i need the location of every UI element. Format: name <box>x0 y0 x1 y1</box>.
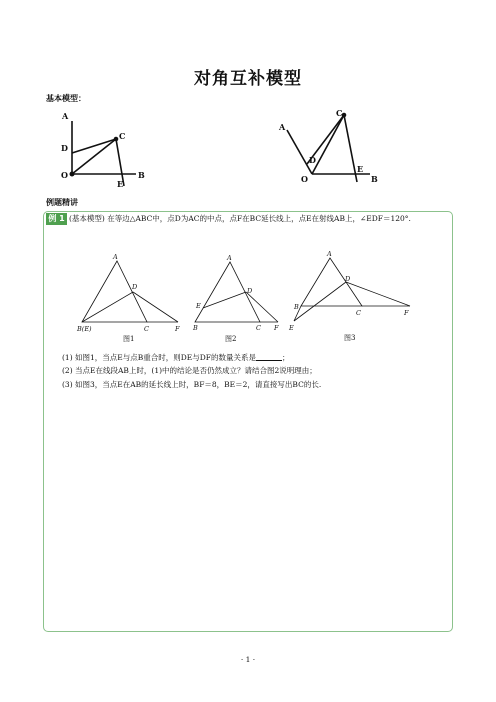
point-c <box>342 113 347 118</box>
label-f: F <box>175 325 180 333</box>
de-segment <box>294 282 346 321</box>
point-c <box>114 137 119 142</box>
figure-2-caption: 图2 <box>225 335 237 342</box>
label-d: D <box>132 283 138 291</box>
label-b: B <box>193 324 198 332</box>
label-c: C <box>144 325 149 333</box>
example-badge: 例 1 <box>46 213 67 225</box>
example-figure-3 <box>284 246 419 342</box>
label-b: B <box>294 303 299 311</box>
point-o <box>70 172 75 177</box>
answer-blank[interactable] <box>256 352 282 361</box>
page-number: · 1 · <box>240 655 256 664</box>
de-segment <box>203 292 246 308</box>
ce-line <box>344 115 357 182</box>
example-stem: (基本模型) 在等边△ABC中，点D为AC的中点，点F在BC延长线上，点E在射线AB上，∠EDF＝120°. <box>69 214 411 223</box>
label-e: E <box>357 164 364 174</box>
figure-1-caption: 图1 <box>123 335 135 342</box>
section-basic-model: 基本模型： <box>46 94 86 103</box>
example-figure-1 <box>72 250 192 342</box>
oc-bisector-line <box>72 139 116 174</box>
question-1-end: ； <box>281 353 290 362</box>
figure-3-caption: 图3 <box>344 334 356 342</box>
basic-model-figure-left <box>58 106 158 190</box>
basic-model-figure-right <box>272 106 382 186</box>
label-c: C <box>336 108 343 118</box>
section-example-lectures: 例题精讲 <box>46 198 78 207</box>
label-d: D <box>247 287 253 295</box>
question-1-text: (1) 如图1，当点E与点B重合时，则DE与DF的数量关系是 <box>62 353 256 362</box>
question-2: (2) 当点E在线段AB上时，(1)中的结论是否仍然成立？请结合图2说明理由； <box>62 366 317 375</box>
label-d: D <box>61 143 68 153</box>
label-b: B <box>371 174 378 184</box>
label-a: A <box>279 122 286 132</box>
label-c: C <box>256 324 261 332</box>
label-a: A <box>113 253 118 261</box>
question-3: (3) 如图3，当点E在AB的延长线上时，BF＝8，BE＝2，请直接写出BC的长. <box>62 380 322 389</box>
label-f: F <box>274 324 279 332</box>
label-c: C <box>119 131 126 141</box>
triangle-abc <box>82 261 147 322</box>
de-segment <box>82 292 133 322</box>
df-segment <box>246 292 278 322</box>
label-a: A <box>327 250 332 258</box>
label-e: E <box>196 302 201 310</box>
triangle-abc <box>301 258 362 306</box>
label-o: O <box>61 170 68 180</box>
label-c: C <box>356 309 361 317</box>
label-e: E <box>289 324 294 332</box>
label-d: D <box>309 155 316 165</box>
question-1 <box>62 352 289 363</box>
label-f: F <box>404 309 409 317</box>
label-b: B <box>138 170 145 180</box>
label-a: A <box>227 254 232 262</box>
oa-line <box>287 130 312 174</box>
oc-line <box>312 115 344 174</box>
example-figure-2 <box>188 250 288 342</box>
label-b-e: B(E) <box>77 325 92 333</box>
dc-line <box>72 139 116 153</box>
label-a: A <box>62 111 69 121</box>
label-d: D <box>345 275 351 283</box>
df-segment <box>346 282 410 306</box>
label-e: E <box>117 179 124 189</box>
label-o: O <box>301 174 308 184</box>
page-title: 对角互补模型 <box>194 69 302 89</box>
